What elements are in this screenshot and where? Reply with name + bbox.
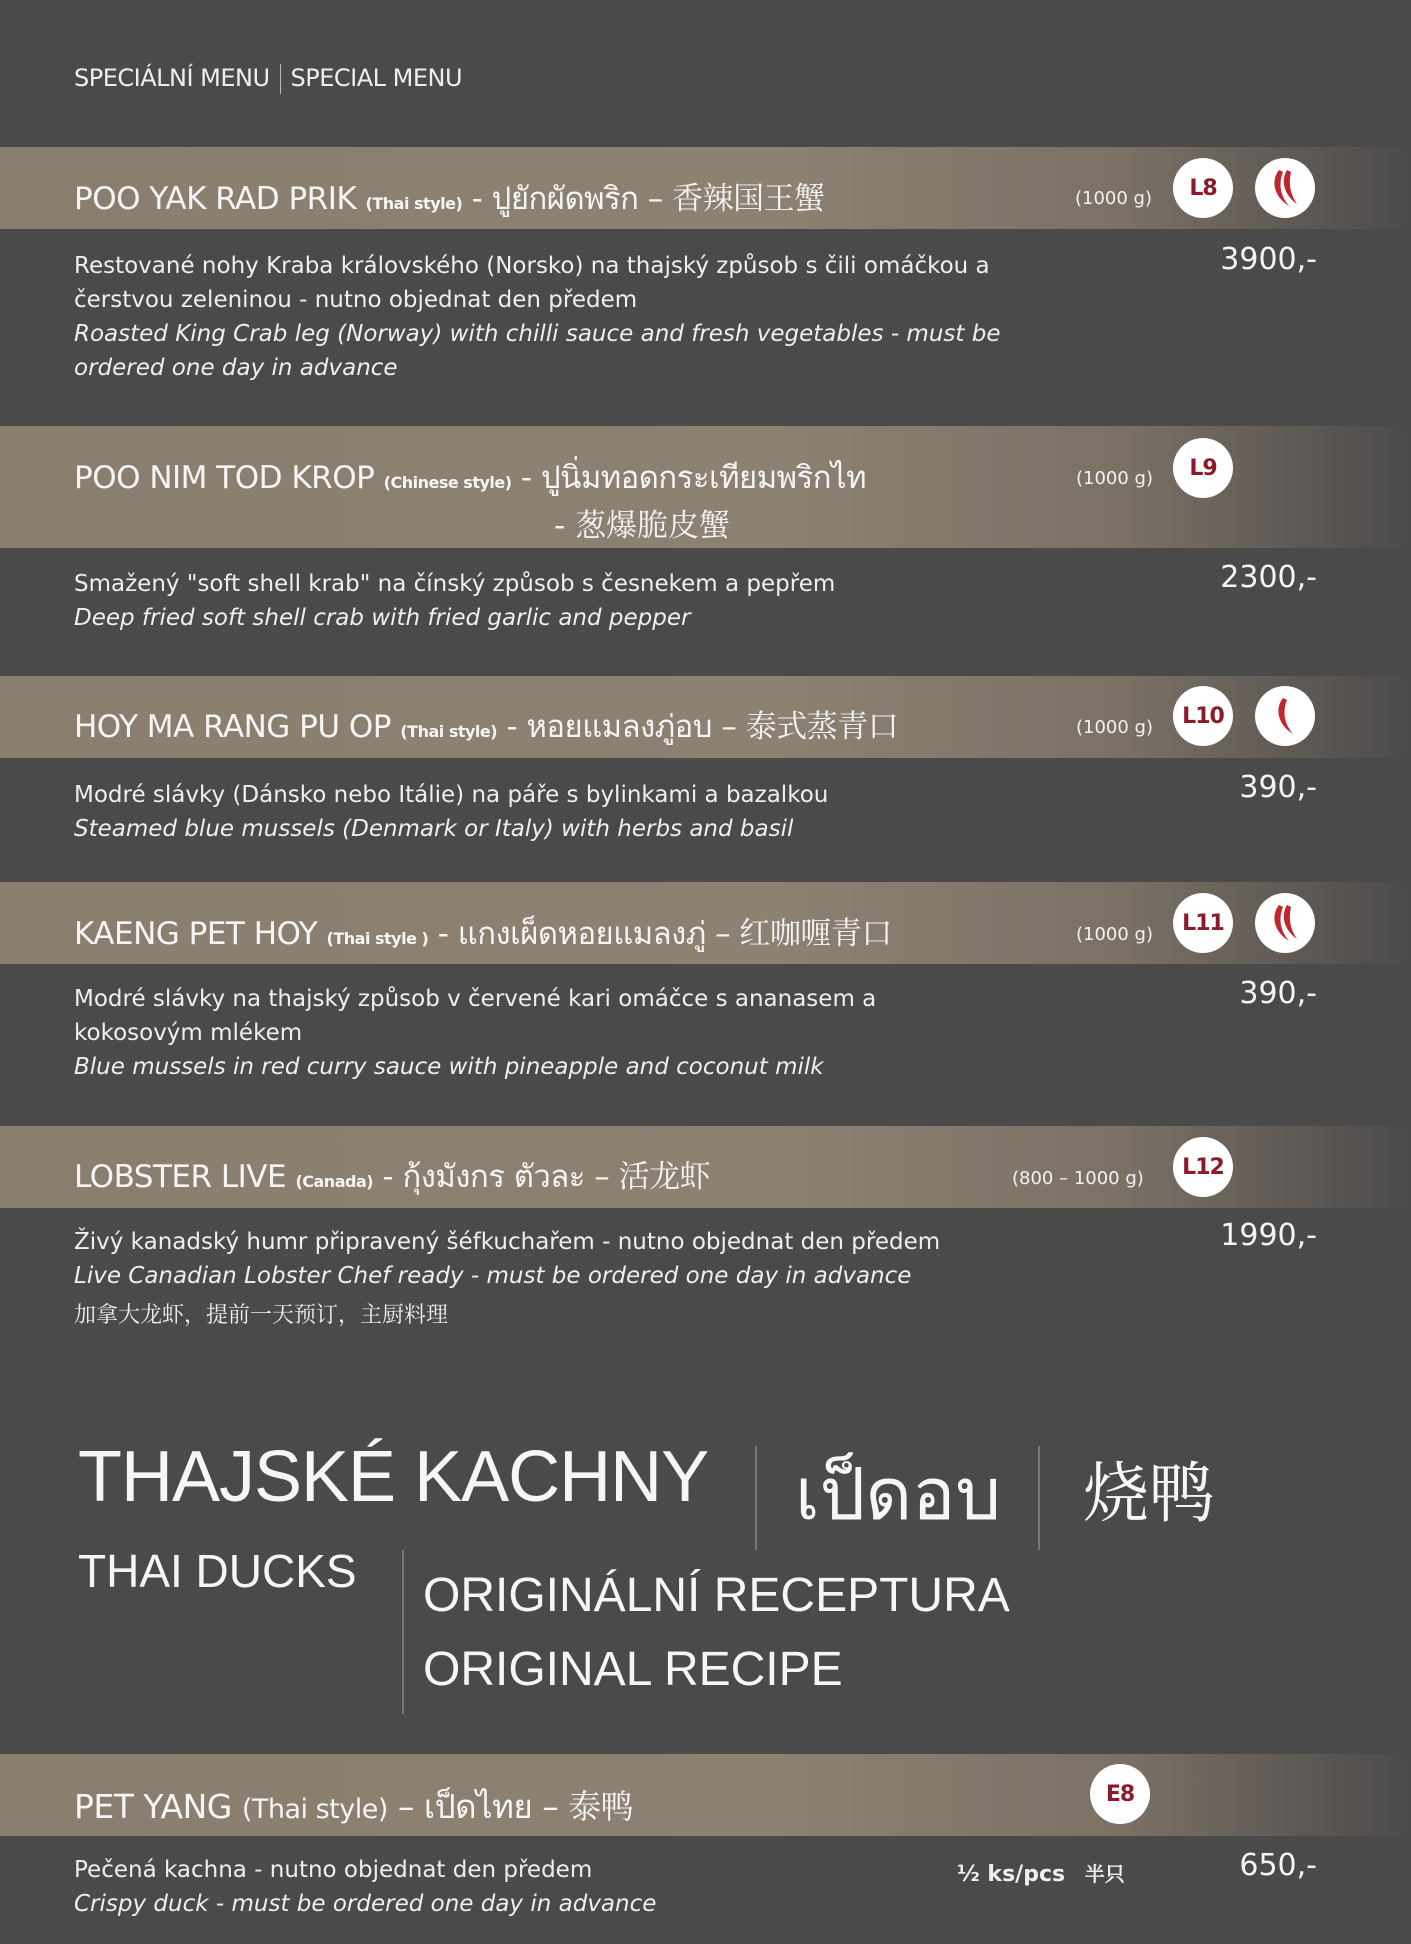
desc-cz: Smažený "soft shell krab" na čínský způsob s česnekem a pepřem bbox=[74, 571, 836, 597]
dish-price: 3900,- bbox=[1220, 242, 1317, 277]
dish-cn: – 泰鸭 bbox=[542, 1787, 634, 1826]
portion: ½ ks/pcs bbox=[957, 1862, 1066, 1887]
dish-thai: - ปูนิ่มทอดกระเทียมพริกไท bbox=[520, 460, 867, 496]
desc-cz: Živý kanadský humr připravený šéfkuchařem - nutno objednat den předem bbox=[74, 1229, 941, 1255]
dish-name: POO NIM TOD KROP bbox=[74, 460, 375, 496]
dish-style: (Thai style) bbox=[400, 722, 498, 741]
divider bbox=[755, 1446, 757, 1550]
dish-cn: – 泰式蒸青口 bbox=[721, 709, 899, 745]
dish-code-badge: L12 bbox=[1173, 1137, 1233, 1197]
dish-description-l8 bbox=[74, 249, 1054, 385]
dish-thai: - กุ้งมังกร ตัวละ bbox=[382, 1159, 585, 1195]
dish-title-e8 bbox=[74, 1780, 633, 1833]
header-cz: SPECIÁLNÍ MENU bbox=[74, 64, 270, 92]
dish-description-l12 bbox=[74, 1225, 1074, 1333]
dish-description-l10 bbox=[74, 778, 1054, 846]
dish-weight: (1000 g) bbox=[1075, 188, 1153, 209]
desc-cz: Modré slávky na thajský způsob v červené kari omáčce s ananasem a kokosovým mlékem bbox=[74, 986, 877, 1046]
recipe-en: ORIGINAL RECIPE bbox=[423, 1643, 843, 1696]
dish-cn: – 香辣国王蟹 bbox=[647, 181, 825, 217]
menu-header bbox=[74, 64, 462, 94]
divider bbox=[1038, 1446, 1040, 1550]
desc-en: Roasted King Crab leg (Norway) with chilli sauce and fresh vegetables - must be ordered one day in advance bbox=[74, 321, 1001, 381]
dish-thai: – เป็ดไทย bbox=[397, 1787, 533, 1826]
dish-price: 390,- bbox=[1239, 976, 1317, 1011]
dish-title-l8 bbox=[74, 173, 825, 223]
dish-style: (Thai style) bbox=[365, 194, 463, 213]
dish-code-badge: L9 bbox=[1173, 438, 1233, 498]
desc-cz: Restované nohy Kraba královského (Norsko) na thajský způsob s čili omáčkou a čerstvou zeleninou - nutno objednat den předem bbox=[74, 253, 990, 313]
dish-cn: – 活龙虾 bbox=[594, 1159, 711, 1195]
chili-icon bbox=[1255, 893, 1315, 953]
dish-price: 650,- bbox=[1239, 1848, 1317, 1883]
desc-en: Blue mussels in red curry sauce with pineapple and coconut milk bbox=[74, 1054, 824, 1080]
ducks-title-thai: เป็ดอบ bbox=[795, 1455, 1002, 1535]
dish-name: POO YAK RAD PRIK bbox=[74, 181, 357, 217]
dish-code-badge: L10 bbox=[1173, 686, 1233, 746]
dish-description-e8 bbox=[74, 1853, 934, 1921]
recipe-cz: ORIGINÁLNÍ RECEPTURA bbox=[423, 1569, 1010, 1622]
portion-label bbox=[957, 1858, 1125, 1887]
desc-cz: Pečená kachna - nutno objednat den předem bbox=[74, 1857, 593, 1883]
desc-en: Live Canadian Lobster Chef ready - must be ordered one day in advance bbox=[74, 1263, 912, 1289]
dish-style: (Thai style) bbox=[241, 1794, 388, 1825]
dish-style: (Thai style ) bbox=[326, 929, 429, 948]
dish-name: KAENG PET HOY bbox=[74, 916, 318, 952]
dish-title-l11 bbox=[74, 908, 892, 958]
dish-code-badge: L8 bbox=[1173, 158, 1233, 218]
dish-weight: (1000 g) bbox=[1076, 717, 1154, 738]
desc-en: Deep fried soft shell crab with fried garlic and pepper bbox=[74, 605, 691, 631]
desc-en: Crispy duck - must be ordered one day in advance bbox=[74, 1891, 657, 1917]
dish-weight: (1000 g) bbox=[1076, 924, 1154, 945]
dish-weight: (800 – 1000 g) bbox=[1012, 1168, 1144, 1189]
dish-name: LOBSTER LIVE bbox=[74, 1159, 287, 1195]
portion-cn: 半只 bbox=[1084, 1862, 1125, 1886]
dish-description-l11 bbox=[74, 982, 934, 1084]
ducks-title-cz: THAJSKÉ KACHNY bbox=[78, 1437, 709, 1517]
divider bbox=[402, 1550, 404, 1714]
dish-cn: - 葱爆脆皮蟹 bbox=[554, 508, 731, 544]
dish-price: 390,- bbox=[1239, 770, 1317, 805]
dish-description-l9 bbox=[74, 567, 1054, 635]
dish-title-l9 bbox=[74, 452, 866, 502]
dish-weight: (1000 g) bbox=[1076, 468, 1154, 489]
dish-cn: – 红咖喱青口 bbox=[715, 916, 892, 952]
dish-thai: - ปูยักผัดพริก bbox=[471, 181, 639, 217]
dish-title-l12 bbox=[74, 1151, 710, 1201]
ducks-title-cn: 烧鸭 bbox=[1083, 1456, 1215, 1530]
dish-thai: - แกงเผ็ดหอยแมลงภู่ bbox=[437, 916, 706, 952]
dish-code-badge: L11 bbox=[1173, 893, 1233, 953]
chili-icon bbox=[1255, 158, 1315, 218]
desc-zh: 加拿大龙虾，提前一天预订，主厨料理 bbox=[74, 1303, 449, 1328]
dish-price: 2300,- bbox=[1220, 560, 1317, 595]
dish-style: (Chinese style) bbox=[383, 473, 512, 492]
dish-thai: - หอยแมลงภู่อบ bbox=[506, 709, 712, 745]
dish-style: (Canada) bbox=[295, 1172, 374, 1191]
header-separator bbox=[280, 64, 281, 94]
dish-price: 1990,- bbox=[1220, 1218, 1317, 1253]
dish-code-badge: E8 bbox=[1090, 1764, 1150, 1824]
dish-title-l10 bbox=[74, 701, 898, 751]
dish-name: PET YANG bbox=[74, 1787, 232, 1826]
header-en: SPECIAL MENU bbox=[290, 64, 463, 92]
desc-en: Steamed blue mussels (Denmark or Italy) with herbs and basil bbox=[74, 816, 794, 842]
desc-cz: Modré slávky (Dánsko nebo Itálie) na páře s bylinkami a bazalkou bbox=[74, 782, 829, 808]
chili-icon bbox=[1255, 686, 1315, 746]
ducks-title-en: THAI DUCKS bbox=[78, 1545, 357, 1597]
dish-name: HOY MA RANG PU OP bbox=[74, 709, 391, 745]
